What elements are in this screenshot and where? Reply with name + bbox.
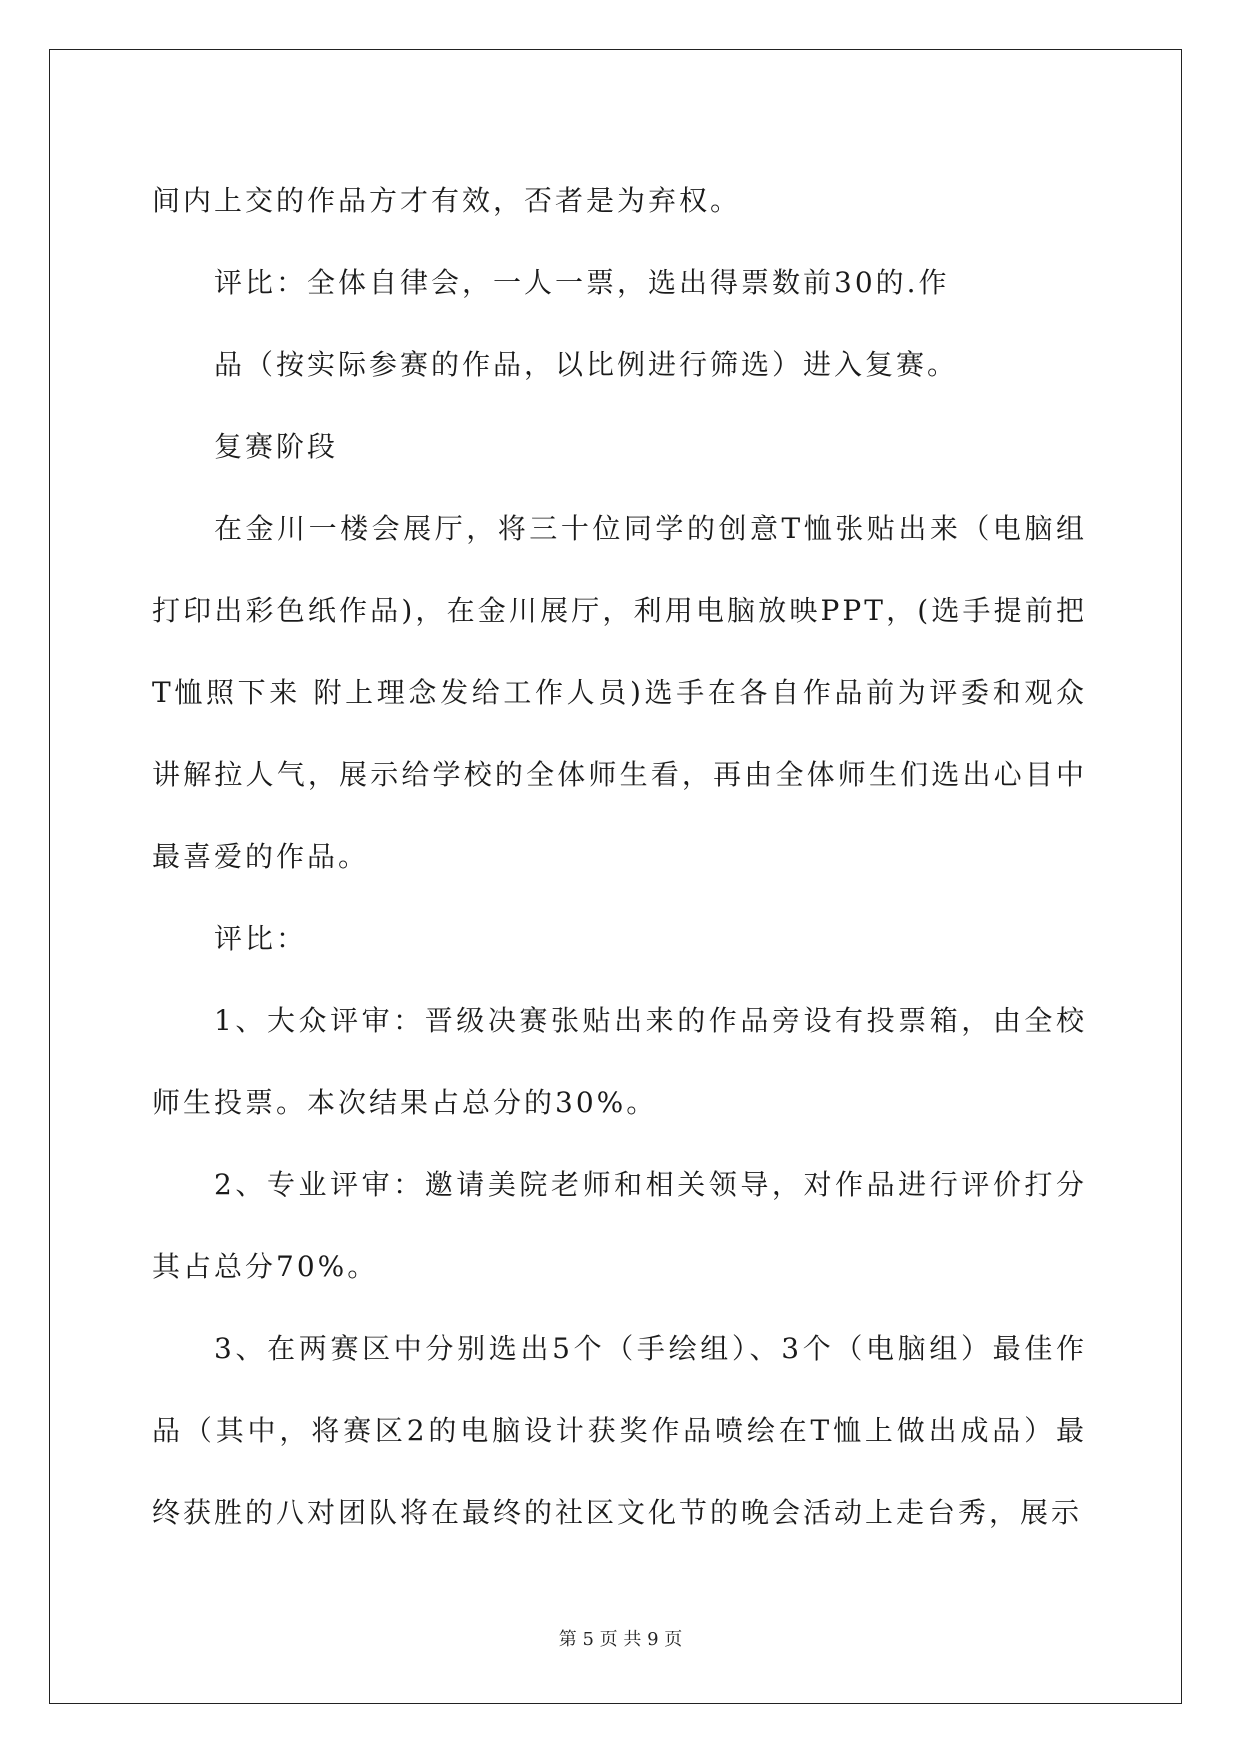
page-footer: 第 5 页 共 9 页 <box>558 1629 683 1650</box>
document-body <box>152 160 1087 1554</box>
paragraph: 评比：全体自律会，一人一票，选出得票数前30的.作 <box>214 266 950 299</box>
paragraph: 2、专业评审：邀请美院老师和相关领导，对作品进行评价打分其占总分70%。 <box>152 1168 1087 1283</box>
paragraph: 间内上交的作品方才有效，否者是为弃权。 <box>152 184 742 217</box>
paragraph: 评比： <box>214 922 308 955</box>
paragraph: 在金川一楼会展厅，将三十位同学的创意T恤张贴出来（电脑组打印出彩色纸作品)，在金川展厅，利用电脑放映PPT，(选手提前把T恤照下来 附上理念发给工作人员)选手在各自作品前为评委和观众讲解拉人气，展示给学校的全体师生看，再由全体师生们选出心目中最喜爱的作品。 <box>152 512 1087 873</box>
paragraph: 1、大众评审：晋级决赛张贴出来的作品旁设有投票箱，由全校师生投票。本次结果占总分的30%。 <box>152 1004 1087 1119</box>
paragraph: 3、在两赛区中分别选出5个（手绘组）、3个（电脑组）最佳作品（其中，将赛区2的电脑设计获奖作品喷绘在T恤上做出成品）最终获胜的八对团队将在最终的社区文化节的晚会活动上走台秀，展示 <box>152 1332 1087 1529</box>
section-heading: 复赛阶段 <box>214 430 339 463</box>
paragraph: 品（按实际参赛的作品，以比例进行筛选）进入复赛。 <box>214 348 959 381</box>
